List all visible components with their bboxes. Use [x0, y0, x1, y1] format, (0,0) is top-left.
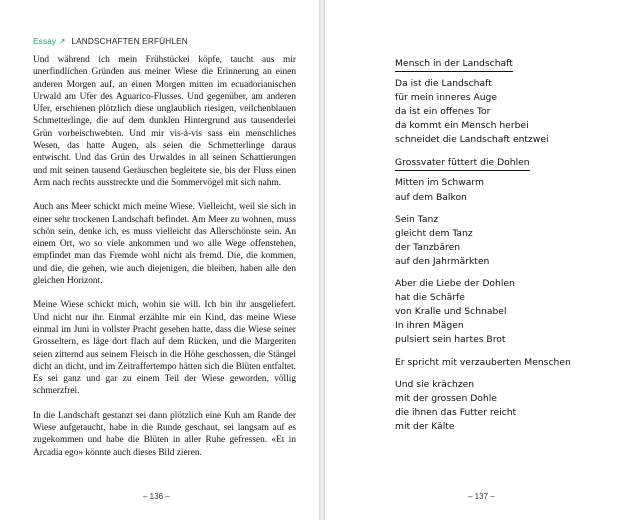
- header-chapter-title: LANDSCHAFTEN ERFÜHLEN: [71, 37, 188, 46]
- poem: [395, 57, 635, 147]
- poem-stanza: [395, 176, 635, 204]
- poems-column: [395, 57, 635, 443]
- running-header: [33, 36, 188, 46]
- poem-stanza: [395, 77, 635, 147]
- poem-line: da ist ein offenes Tor: [395, 106, 491, 118]
- poem-stanza: [395, 277, 635, 347]
- poem-line: auf den Jahrmärkten: [395, 255, 490, 267]
- poem: [395, 156, 635, 434]
- north-east-arrow-icon: ↗: [58, 37, 66, 46]
- poem-line: auf dem Balkon: [395, 191, 467, 203]
- poem-title: Mensch in der Landschaft: [395, 57, 513, 72]
- poem-line: von Kralle und Schnabel: [395, 306, 507, 318]
- poem-stanza: [395, 356, 635, 370]
- poem-line: da kommt ein Mensch herbei: [395, 120, 529, 132]
- essay-paragraph: Meine Wiese schickt mich, wohin sie will. Ich bin ihr ausgeliefert. Und nicht nur ihr. Einmal erzählte mir ein Kind, das meine Wiese einmal im Juni in vollster Pracht gesehen hatte, dass die Wiese seiner Grosseltern, es läge dort flach auf dem Rücken, und die Margeriten seien zitternd aus seinem Fleisch in die Höhe geschossen, die Stängel dicht an dicht, und im Zeitraffertempo hätten sich die Blüten entfaltet. Es sei ganz und gar zu einem Teil der Wiese geworden, völlig schmerzfrei.: [33, 300, 296, 397]
- poem-line: Aber die Liebe der Dohlen: [395, 278, 515, 290]
- poem-line: der Tanzbären: [395, 241, 461, 253]
- poem-line: Er spricht mit verzauberten Menschen: [395, 356, 571, 368]
- poem-line: Sein Tanz: [395, 213, 439, 225]
- poem-line: Und sie krächzen: [395, 378, 475, 390]
- poem-line: mit der grossen Dohle: [395, 392, 497, 404]
- poem-line: Mitten im Schwarm: [395, 177, 484, 189]
- page-number-left: – 136 –: [143, 492, 170, 501]
- poem-line: schneidet die Landschaft entzwei: [395, 134, 549, 146]
- essay-paragraph: Und während ich mein Frühstückei köpfe, taucht aus mir unerfindlichen Gründen aus meiner Wiese die Erinnerung an einen anderen Morgen auf, an einen Morgen mitten im ecuadorianischen Urwald am Ufer des Aguarico-Flusses. Und gegenüber, am anderen Ufer, erschienen plötzlich diese unglaublich riesigen, veilchenblauen Schmetterlinge, die auf dem dunklen Hintergrund aus tausenderlei Grün vorbeischwebten. Und mir vis-à-vis sass ein menschliches Wesen, das hatte Augen, als seien die Schmetterlinge daraus entwischt. Und das Grün des Urwaldes in all seinen Schattierungen und mit seinen tausend Geräuschen begleitete sie, bis der Fluss einen Arm nach rechts ausstreckte und die Sommervögel mit sich nahm.: [33, 55, 296, 188]
- essay-paragraph: In die Landschaft gestanzt sei dann plötzlich eine Kuh am Rande der Wiese aufgetaucht, habe in die Runde geschaut, sei langsam auf es zugekommen und habe die Blüten in aller Ruhe gefressen. «Et in Arcadia ego» könnte auch dieses Bild zieren.: [33, 410, 296, 458]
- poem-title: Grossvater füttert die Dohlen: [395, 156, 530, 171]
- poem-line: In ihren Mägen: [395, 320, 464, 332]
- poem-line: die ihnen das Futter reicht: [395, 406, 517, 418]
- poem-line: Da ist die Landschaft: [395, 78, 492, 89]
- poem-line: gleicht dem Tanz: [395, 227, 473, 239]
- header-section-label: Essay: [33, 37, 57, 46]
- poem-stanza: [395, 378, 635, 434]
- poem-line: pulsiert sein hartes Brot: [395, 334, 506, 346]
- essay-body: [33, 54, 296, 471]
- poem-line: für mein inneres Auge: [395, 92, 498, 104]
- poem-line: mit der Kälte: [395, 420, 455, 432]
- essay-paragraph: Auch ans Meer schickt mich meine Wiese. Vielleicht, weil sie sich in einer sehr trockenen Landschaft befindet. Am Meer zu wohnen, muss schön sein, denke ich, es muss vielleicht das Allerschönste sein. An einem Ort, wo so viele ankommen und wo alle Wege offenstehen, empfindet man das Fremde wohl nicht als fremd. Die, die kommen, und die, die gehen, wie auch diejenigen, die bleiben, haben alle den gleichen Horizont.: [33, 202, 296, 287]
- poem-stanza: [395, 213, 635, 269]
- poem-line: hat die Schärfe: [395, 292, 465, 304]
- page-number-right: – 137 –: [468, 492, 495, 501]
